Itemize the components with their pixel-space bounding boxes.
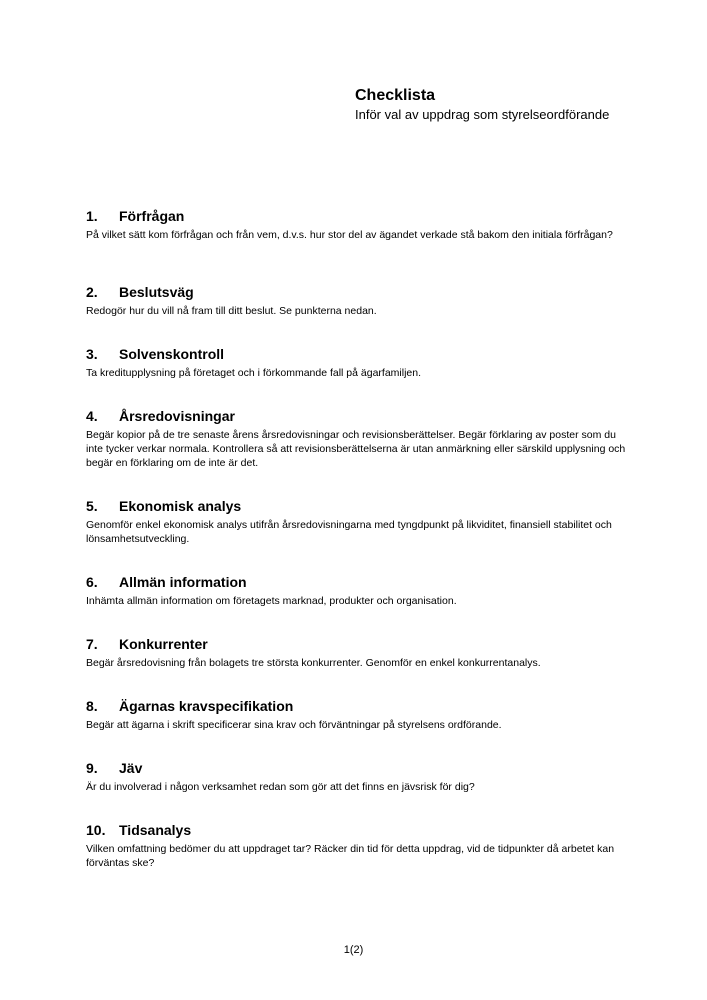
section-heading [86, 345, 631, 363]
section-ekonomisk-analys [86, 497, 631, 546]
section-forfragan [86, 207, 631, 242]
section-number: 8. [86, 698, 98, 714]
section-title: Årsredovisningar [119, 408, 235, 424]
section-number: 5. [86, 498, 98, 514]
section-number: 2. [86, 284, 98, 300]
section-heading [86, 635, 631, 653]
section-text: Inhämta allmän information om företagets marknad, produkter och organisation. [86, 595, 457, 607]
section-text: Begär att ägarna i skrift specificerar sina krav och förväntningar på styrelsens ordförande. [86, 719, 502, 731]
section-title: Tidsanalys [119, 822, 192, 838]
section-arsredovisningar [86, 407, 631, 470]
section-text: Redogör hur du vill nå fram till ditt beslut. Se punkterna nedan. [86, 305, 377, 317]
section-title: Ekonomisk analys [119, 498, 242, 514]
section-text: Vilken omfattning bedömer du att uppdraget tar? Räcker din tid för detta uppdrag, vid de tidpunkter då arbetet kan förväntas ske? [86, 843, 615, 869]
section-text: Begär kopior på de tre senaste årens årsredovisningar och revisionsberättelser. Begär förklaring av poster som du inte tycker verkar normala. Kontrollera så att revisionsberättelserna är utan anmärkning eller särskild upplysning och begär en förklaring om de inte är det. [86, 429, 626, 469]
document-title: Checklista [355, 87, 436, 104]
section-number: 7. [86, 636, 98, 652]
section-number: 9. [86, 760, 98, 776]
page-number: 1(2) [343, 944, 364, 956]
section-text: Genomför enkel ekonomisk analys utifrån årsredovisningarna med tyngdpunkt på likviditet, finansiell stabilitet och lönsamhetsutveckling. [86, 519, 612, 545]
section-title: Beslutsväg [119, 284, 194, 300]
section-jav [86, 759, 631, 794]
section-text: Begär årsredovisning från bolagets tre största konkurrenter. Genomför en enkel konkurrentanalys. [86, 657, 541, 669]
section-solvenskontroll [86, 345, 631, 380]
section-allman-information [86, 573, 631, 608]
document-subtitle: Inför val av uppdrag som styrelseordförande [355, 107, 610, 122]
section-heading [86, 497, 631, 515]
section-agarnas-kravspecifikation [86, 697, 631, 732]
section-title: Förfrågan [119, 208, 185, 224]
section-tidsanalys [86, 821, 631, 870]
section-text: Är du involverad i någon verksamhet redan som gör att det finns en jävsrisk för dig? [86, 781, 475, 793]
section-number: 10. [86, 822, 106, 838]
section-title: Ägarnas kravspecifikation [119, 698, 294, 714]
section-number: 4. [86, 408, 98, 424]
section-beslutsvag [86, 283, 631, 318]
section-text: Ta kreditupplysning på företaget och i förkommande fall på ägarfamiljen. [86, 367, 422, 379]
section-number: 6. [86, 574, 98, 590]
section-text: På vilket sätt kom förfrågan och från vem, d.v.s. hur stor del av ägandet verkade stå bakom den initiala förfrågan? [86, 229, 613, 241]
section-title: Allmän information [119, 574, 247, 590]
section-heading [86, 759, 631, 777]
section-number: 1. [86, 208, 98, 224]
document-title-block [355, 86, 655, 123]
section-title: Solvenskontroll [119, 346, 225, 362]
section-title: Konkurrenter [119, 636, 208, 652]
section-title: Jäv [119, 760, 143, 776]
section-heading [86, 207, 631, 225]
section-heading [86, 821, 631, 839]
section-heading [86, 407, 631, 425]
section-konkurrenter [86, 635, 631, 670]
section-heading [86, 283, 631, 301]
section-heading [86, 697, 631, 715]
section-number: 3. [86, 346, 98, 362]
section-heading [86, 573, 631, 591]
